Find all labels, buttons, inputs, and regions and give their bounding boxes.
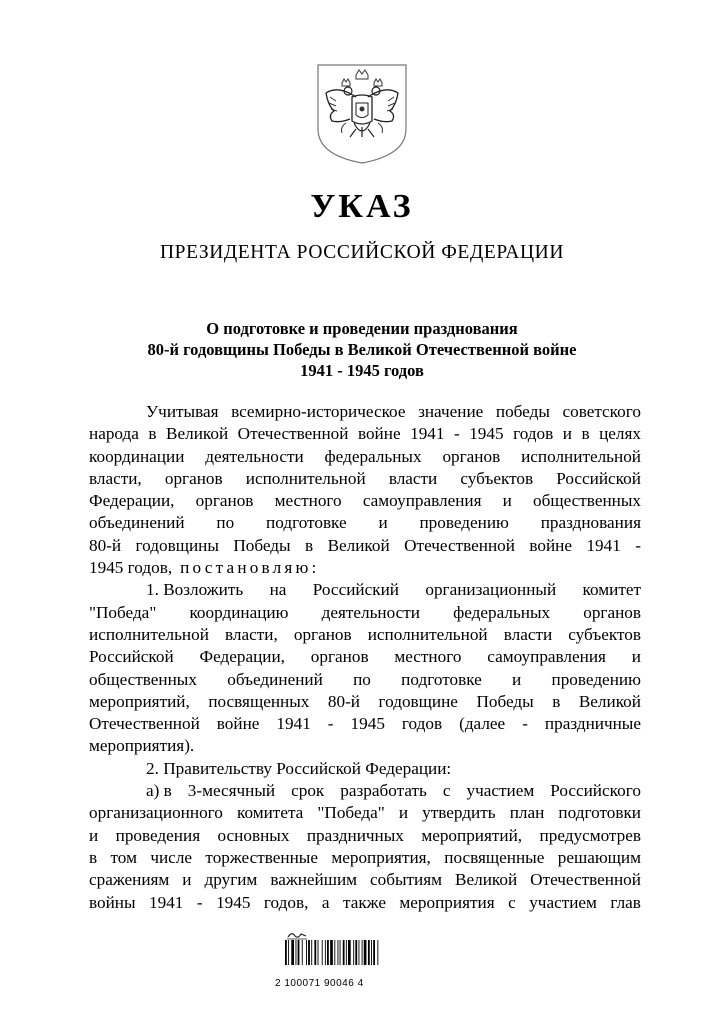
body-word: сражениям [89, 870, 170, 890]
body-line [89, 825, 641, 847]
body-word: по [353, 669, 371, 689]
body-line [89, 602, 641, 624]
body-line [89, 446, 641, 468]
barcode-bar [306, 940, 307, 965]
barcode-bar [340, 940, 341, 965]
barcode-bar [359, 940, 360, 965]
body-word: проведению [551, 669, 641, 689]
body-word: всемирно-историческое [231, 402, 406, 421]
barcode-bar [377, 940, 378, 965]
body-word: посвященные [444, 847, 545, 867]
body-word: значение [418, 402, 484, 421]
body-word: органов [442, 446, 501, 466]
body-line [89, 847, 641, 869]
barcode-bar [285, 940, 287, 965]
barcode-bar [302, 940, 303, 965]
body-word: Федерации, [89, 491, 175, 511]
body-word: власти [503, 624, 553, 644]
barcode-bar [353, 940, 354, 965]
barcode-bar [338, 940, 339, 965]
document-subtitle: ПРЕЗИДЕНТА РОССИЙСКОЙ ФЕДЕРАЦИИ [159, 242, 565, 263]
body-word: власти, [89, 468, 142, 488]
body-word: самоуправления [487, 647, 606, 667]
body-word: координацию [189, 602, 289, 622]
body-word: другим [204, 870, 258, 890]
body-word: исполнительной [367, 624, 488, 644]
body-word: комитета [236, 803, 304, 823]
body-word: власти, [225, 624, 278, 644]
body-word: Отечественной [89, 714, 200, 734]
body-line [89, 735, 641, 757]
body-word: событиям [370, 870, 443, 890]
body-word: разработать [340, 781, 427, 801]
barcode-bar [288, 940, 289, 965]
body-word: основных [217, 825, 290, 845]
body-line [89, 646, 641, 668]
body-word: органов [164, 468, 223, 488]
barcode-bar [291, 940, 294, 965]
body-word: 1941 [586, 535, 621, 555]
barcode-bar [364, 940, 367, 965]
body-word: решающим [557, 847, 641, 867]
barcode-bar [325, 940, 326, 965]
body-word: мероприятия, [331, 847, 431, 867]
body-word: в [305, 535, 314, 555]
body-word: Российский [312, 580, 399, 600]
decree-body [89, 401, 641, 914]
signature-mark-icon [286, 930, 308, 940]
barcode-bar [311, 940, 312, 965]
body-word: 80-й [327, 691, 360, 711]
body-word: Учитывая [146, 402, 219, 421]
body-word: годов [401, 714, 443, 734]
body-word: 1941 [276, 714, 311, 734]
body-line [89, 490, 641, 512]
body-word: в [581, 424, 590, 444]
body-word: Отечественной [404, 535, 515, 555]
body-word: Российского [550, 781, 641, 801]
body-word: федеральных [324, 446, 422, 466]
body-word: подготовке [266, 513, 347, 533]
barcode-bar [314, 940, 316, 965]
body-word: деятельности [321, 602, 420, 622]
body-word: 1945 [469, 424, 504, 444]
body-word: исполнительной [245, 468, 366, 488]
body-word: органов [195, 491, 254, 511]
body-word: 1945 [350, 714, 385, 734]
body-word: участием [529, 892, 597, 912]
barcode-bar [371, 940, 372, 965]
body-word: - [196, 892, 203, 912]
body-word: Победы [233, 535, 291, 555]
body-word: Великой [578, 691, 641, 711]
body-word: общественных [533, 491, 641, 511]
body-word: Великой [327, 535, 390, 555]
body-word: войне [357, 424, 401, 444]
barcode-bar [346, 940, 347, 965]
barcode-bar [373, 940, 375, 965]
body-word: Отечественной [237, 424, 349, 444]
body-word: общественных [89, 669, 197, 689]
barcode-bar [318, 940, 319, 965]
body-word: исполнительной [521, 446, 641, 466]
body-word: подготовки [558, 803, 641, 823]
body-word: Российской [89, 647, 174, 667]
barcode-number: 2 100071 90046 4 [275, 978, 364, 989]
body-word: деятельности [205, 446, 304, 466]
barcode-bar [348, 940, 351, 965]
body-line [89, 669, 641, 691]
body-word: 80-й [89, 535, 122, 555]
body-word: "Победа" [317, 803, 385, 823]
body-word: Федерации, [199, 647, 285, 667]
barcode-bar [298, 940, 300, 965]
body-line [89, 758, 641, 780]
body-word: участием [466, 781, 535, 801]
barcode-bar [308, 940, 310, 965]
barcode-bar [322, 940, 323, 965]
body-word: важнейшим [270, 870, 358, 890]
body-word: праздничные [544, 714, 641, 734]
heading-line: 80-й годовщины Победы в Великой Отечественной войне [147, 340, 577, 359]
body-word: глав [610, 892, 641, 912]
body-word: местного [394, 647, 462, 667]
body-word: войны [89, 892, 136, 912]
barcode-bar [327, 940, 329, 965]
body-word: комитет [582, 580, 641, 600]
body-word: исполнительной [89, 624, 209, 644]
body-word: а) в [146, 781, 172, 801]
body-word: в [89, 847, 98, 867]
body-word: Победы [476, 691, 534, 711]
body-word: постановляю: [180, 558, 320, 578]
body-word: организационный [425, 580, 557, 600]
body-line [89, 468, 641, 490]
body-word: праздничных [306, 825, 404, 845]
body-word: на [269, 580, 287, 600]
body-word: войне [529, 535, 572, 555]
body-word: а [321, 892, 330, 912]
body-line [89, 892, 641, 914]
body-line [89, 802, 641, 824]
body-word: "Победа" [89, 602, 157, 622]
body-line [89, 713, 641, 735]
body-line [89, 691, 641, 713]
body-word: субъектов [568, 624, 641, 644]
body-word: посвященных [208, 691, 310, 711]
barcode-bar [334, 940, 335, 965]
body-word: Российской [556, 468, 641, 488]
body-word: проведения [115, 825, 201, 845]
body-word: целях [599, 424, 641, 444]
barcode-bar [330, 940, 333, 965]
body-word: празднования [540, 513, 641, 533]
body-word: Отечественной [530, 870, 641, 890]
body-word: утвердить [422, 803, 496, 823]
heading-line: О подготовке и проведении празднования [206, 319, 518, 338]
body-line [89, 512, 641, 534]
body-word: годов, [263, 892, 309, 912]
body-word: годовщине [378, 691, 458, 711]
body-word: - [453, 424, 460, 444]
body-word: местного [274, 491, 342, 511]
body-word: числе [150, 847, 193, 867]
body-word: 1. Возложить [146, 580, 244, 600]
body-word: в [552, 691, 561, 711]
body-word: органов [310, 647, 369, 667]
body-word: также [342, 892, 386, 912]
body-word: Великой [166, 424, 229, 444]
body-word: годовщины [135, 535, 219, 555]
barcode-bar [355, 940, 357, 965]
body-word: субъектов [460, 468, 534, 488]
body-word: органов [583, 602, 641, 622]
body-word: (далее [459, 714, 506, 734]
body-word: мероприятий, [421, 825, 523, 845]
body-word: и [562, 424, 572, 444]
body-word: - [522, 714, 528, 734]
heading-line: 1941 - 1945 годов [300, 361, 424, 380]
body-word: советского [562, 402, 641, 421]
body-word: и [182, 870, 192, 890]
body-word: мероприятий, [89, 691, 190, 711]
body-word: народа [89, 424, 139, 444]
body-word: объединений [227, 669, 323, 689]
body-word: с [442, 781, 451, 801]
barcode-bar [368, 940, 370, 965]
body-word: - [635, 535, 641, 555]
body-word: 1941 [149, 892, 184, 912]
body-line [89, 423, 641, 445]
body-word: план [509, 803, 545, 823]
body-word: и [512, 669, 522, 689]
body-word: победы [495, 402, 550, 421]
body-word: и [398, 803, 409, 823]
body-word: подготовке [401, 669, 482, 689]
body-line [89, 535, 641, 557]
body-word: - [327, 714, 334, 734]
body-word: самоуправления [362, 491, 482, 511]
body-word: и [378, 513, 388, 533]
body-line [89, 624, 641, 646]
body-word: федеральных [453, 602, 551, 622]
russian-coat-of-arms-icon [316, 63, 408, 165]
body-word: 1941 [410, 424, 445, 444]
decree-heading [0, 318, 724, 381]
barcode-bar [343, 940, 345, 965]
body-word: Великой [455, 870, 518, 890]
body-word: торжественные [205, 847, 318, 867]
body-word: 1945 годов, [89, 558, 173, 578]
barcode-bar [362, 940, 363, 965]
body-word: годов [513, 424, 554, 444]
body-word: том [110, 847, 137, 867]
barcode-bar [296, 940, 297, 965]
body-line [89, 579, 641, 601]
body-word: с [508, 892, 516, 912]
body-word: мероприятия [399, 892, 495, 912]
body-word: органов [293, 624, 352, 644]
body-word: организационного [89, 803, 223, 823]
body-word: координации [89, 446, 185, 466]
document-title: УКАЗ [310, 188, 414, 225]
body-word: войне [216, 714, 260, 734]
body-word: и [631, 647, 641, 667]
body-word: 1945 [216, 892, 251, 912]
body-word: власти [388, 468, 438, 488]
body-line [89, 869, 641, 891]
body-word: объединений [89, 513, 185, 533]
body-word: по [216, 513, 235, 533]
body-word: 3-месячный [187, 781, 276, 801]
body-word: и [502, 491, 512, 511]
body-word: предусмотрев [539, 825, 641, 845]
body-line [89, 780, 641, 802]
barcode-icon [283, 940, 413, 965]
body-word: 2. Правительству Российской Федерации: [146, 758, 452, 778]
body-line [89, 401, 641, 423]
body-word: проведению [419, 513, 509, 533]
body-word: в [148, 424, 157, 444]
body-word: мероприятия). [89, 736, 195, 756]
body-word: срок [291, 781, 325, 801]
body-line [89, 557, 641, 579]
body-word: и [89, 825, 99, 845]
